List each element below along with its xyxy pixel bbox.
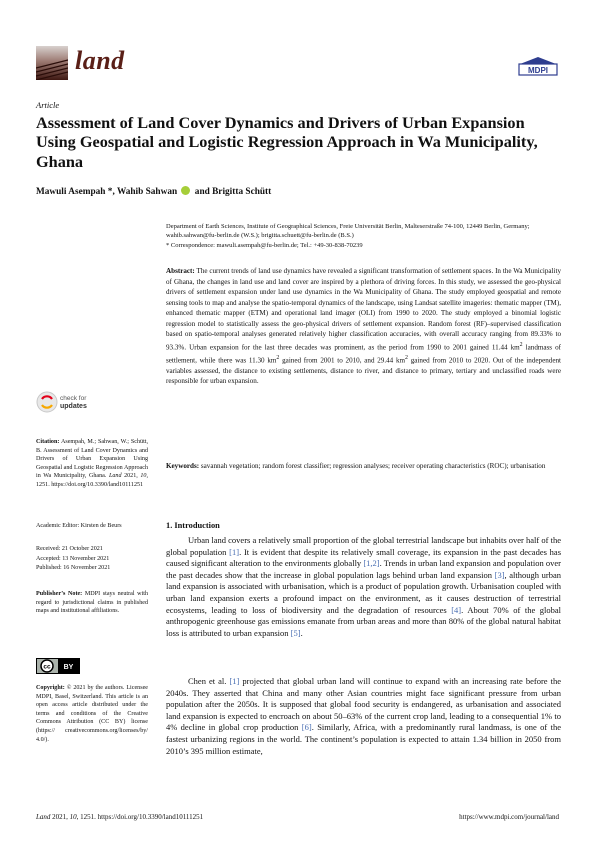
footer-doi[interactable]: , 1251. https://doi.org/10.3390/land10111251 xyxy=(76,813,204,821)
ref-link-3[interactable]: [3] xyxy=(494,569,505,580)
citation-block xyxy=(36,438,148,490)
p1-text-c: . Trends in urban land expansion and population over the past decades show that the increase in global population lags behind urban land expansion xyxy=(166,558,561,580)
intro-paragraph-2 xyxy=(166,676,561,757)
p1-text-d: , although urban land expansion is associated with urbanisation, which is a product of population growth. Urbanisation coupled with urban land expansion exerts a profound impact on the environment, as it causes destruction of terrestrial ecosystems, leading to loss of biodiversity and the degradation of resources xyxy=(166,569,561,615)
ref-link-6[interactable]: [6] xyxy=(301,722,312,733)
abstract-text-a: The current trends of land use dynamics have revealed a significant transformation of settlement spaces. In the Wa Municipality of Ghana, the changes in land use and land cover are inspired by a plethora of driving forces. In this study, we assessed the geo-physical drivers of settlement expansion under land use dynamics in the Wa Municipality of Ghana. The study employed geospatial and remote sensing tools to map and analyse the spatio-temporal dynamics of the landscape, using Landsat satellite imageries: thematic mapper (TM), enhanced thematic mapper (ETM) and operational land imager (OLI) from 1990 to 2020. The study employed a binomial logistic regression model to statistically assess the geo-physical drivers of settlement expansion. Random forest (RF)–supervised classification based on spatio-temporal analyses generated relatively higher classification accuracies, with overall accuracy ranging from 89.33% to 93.3%. Urban expansion for the last three decades was prominent, as the period from 1990 to 2001 gained 11.44 km xyxy=(166,267,561,352)
ref-link-1b[interactable]: [1] xyxy=(229,676,240,686)
ref-link-1-2[interactable]: [1,2] xyxy=(363,558,380,569)
accepted-date: Accepted: 13 November 2021 xyxy=(36,555,110,562)
ref-link-5[interactable]: [5] xyxy=(290,627,301,638)
author-asempah[interactable]: Mawuli Asempah *, xyxy=(36,187,115,197)
journal-name: land xyxy=(75,46,125,75)
ref-link-1[interactable]: [1] xyxy=(229,546,240,557)
abstract-text-b: landmass of settlement, while there was 11.30 km xyxy=(166,343,562,365)
citation-journal: Land xyxy=(108,473,122,480)
section-heading-introduction: 1. Introduction xyxy=(166,521,220,530)
cc-by-icon[interactable] xyxy=(36,658,80,674)
abstract-text-c: gained from 2001 to 2010, and 29.44 km xyxy=(279,356,406,365)
mdpi-logo-icon[interactable] xyxy=(516,56,560,76)
pubnote-label: Publisher’s Note: xyxy=(36,591,83,597)
article-title: Assessment of Land Cover Dynamics and Drivers of Urban Expansion Using Geospatial and Logistic Regression Approach in Wa Municipality, Ghana xyxy=(36,113,538,171)
keywords-label: Keywords: xyxy=(166,462,200,470)
abstract-sup-1: 2 xyxy=(519,341,523,348)
check-updates-line1: check for xyxy=(60,395,87,402)
pubnote-text: MDPI stays neutral with regard to jurisdictional claims in published maps and institutional affiliations. xyxy=(36,591,149,615)
citation-year: 2021, xyxy=(121,473,141,480)
academic-editor: Academic Editor: Kirsten de Beurs xyxy=(36,523,122,529)
author-list xyxy=(36,186,271,197)
citation-doi[interactable]: , 1251. https://doi.org/10.3390/land10111251 xyxy=(36,473,148,488)
check-updates-line2: updates xyxy=(60,403,87,410)
citation-label: Citation: xyxy=(36,439,60,445)
p2-text-b: projected that global urban land will continue to expand with an increasing rate before the 2040s. They asserted that China and many other Asian countries might face significant pressure from urban population after the 2050s. It is supposed that global food security is endangered, as urbanisation and associated land expansion is expected to encroach on about 50–63% of the current crop land, leading to a consequential 1% to 4% decline in global crop production xyxy=(166,676,561,733)
p2-text-c: . Similarly, Africa, with a predominantly rural landmass, is one of the fastest urbanizing regions in the world. The continent’s population is expected to attain 1.34 billion in 2050 from 2010’s 395 million estimate, xyxy=(166,722,561,756)
p1-text-e: . About 70% of the global anthropogenic greenhouse gas emissions emanate from urban areas and more than 80% of the global natural habitat loss is attributed to urban expansion xyxy=(166,604,562,638)
abstract-sup-3: 2 xyxy=(405,354,408,361)
received-date: Received: 21 October 2021 xyxy=(36,546,103,552)
check-for-updates-icon[interactable] xyxy=(36,389,96,415)
journal-logo-icon xyxy=(36,46,68,80)
affiliation-text: Department of Earth Sciences, Institute of Geographical Sciences, Freie Universität Berlin, Malteserstraße 74-100, 12449 Berlin, Germany; wahib.sahwan@fu-berlin.de (W.S.); brigitta.schuett@fu-berlin.de (B.S.) xyxy=(166,223,530,240)
abstract-sup-2: 2 xyxy=(276,354,280,361)
p1-text-b: . It is evident that despite its relatively small coverage, its expansion in the past decades has caused significant alteration to the environments globally xyxy=(166,546,562,569)
citation-text: Asempah, M.; Sahwan, W.; Schütt, B. Assessment of Land Cover Dynamics and Drivers of Urban Expansion Using Geospatial and Logistic Regression Approach in Wa Municipality, Ghana. xyxy=(36,439,148,480)
copyright-label: Copyright: xyxy=(36,685,65,691)
abstract-text-d: gained from 2010 to 2020. Out of the independent variables assessed, the distance to existing settlements, distance to river, and distance to primary, tertiary and unclassified roads were responsible for urban expansion. xyxy=(166,356,561,386)
article-dates xyxy=(36,545,148,574)
footer-url[interactable]: https://www.mdpi.com/journal/land xyxy=(459,813,559,821)
intro-paragraph-1 xyxy=(166,535,561,639)
author-schutt[interactable]: and Brigitta Schütt xyxy=(194,187,272,197)
keywords xyxy=(166,461,561,471)
p1-text-f: . xyxy=(300,627,303,638)
footer-year: 2021, xyxy=(50,813,70,821)
p2-text-a: Chen et al. xyxy=(188,676,230,686)
abstract xyxy=(166,266,561,387)
copyright-block xyxy=(36,684,148,744)
by-text: BY xyxy=(63,664,74,671)
author-sahwan[interactable]: Wahib Sahwan xyxy=(116,187,178,197)
copyright-text: © 2021 by the authors. Licensee MDPI, Basel, Switzerland. This article is an open access article distributed under the terms and conditions of the Creative Commons Attribution (CC BY) license (https:// creativecommons.org/licenses/by/ 4.0/). xyxy=(36,685,148,743)
footer-citation xyxy=(36,813,203,821)
cc-text: cc xyxy=(43,663,51,671)
publisher-note xyxy=(36,590,148,616)
orcid-icon[interactable] xyxy=(181,186,190,195)
citation-volume: 10 xyxy=(140,473,147,480)
ref-link-4[interactable]: [4] xyxy=(451,604,462,615)
keywords-text: savannah vegetation; random forest classifier; regression analyses; receiver operating characteristics (ROC); urbanisation xyxy=(199,462,546,470)
correspondence-text: * Correspondence: mawuli.asempah@fu-berlin.de; Tel.: +49-30-838-70239 xyxy=(166,241,363,249)
affiliation-block xyxy=(166,222,561,250)
article-type: Article xyxy=(36,100,60,110)
p1-text-a: Urban land covers a relatively small proportion of the global terrestrial landscape but inhabits over half of the global population xyxy=(166,535,561,557)
footer-volume: 10 xyxy=(69,813,77,821)
footer-journal: Land xyxy=(36,813,51,821)
abstract-label: Abstract: xyxy=(166,267,195,275)
mdpi-logo-text: MDPI xyxy=(528,66,548,75)
published-date: Published: 16 November 2021 xyxy=(36,565,111,572)
